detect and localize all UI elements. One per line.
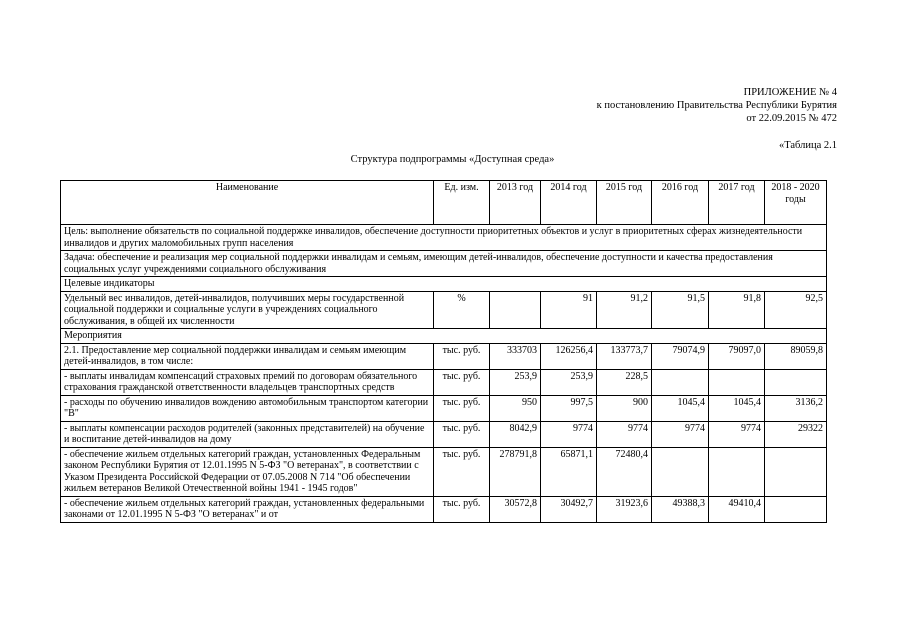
row-2016: 1045,4 bbox=[652, 395, 709, 421]
row-2016: 91,5 bbox=[652, 291, 709, 329]
table-row bbox=[61, 291, 827, 329]
row-2016: 9774 bbox=[652, 421, 709, 447]
row-unit: тыс. руб. bbox=[434, 343, 490, 369]
header-2015: 2015 год bbox=[597, 181, 652, 225]
row-2018-2020 bbox=[765, 496, 827, 522]
row-unit: тыс. руб. bbox=[434, 447, 490, 496]
row-2017 bbox=[709, 447, 765, 496]
header-2017: 2017 год bbox=[709, 181, 765, 225]
subprogram-table bbox=[60, 180, 827, 523]
row-2014: 30492,7 bbox=[541, 496, 597, 522]
goal-row bbox=[61, 225, 827, 251]
table-header-row bbox=[61, 181, 827, 225]
row-2018-2020: 29322 bbox=[765, 421, 827, 447]
row-2018-2020 bbox=[765, 369, 827, 395]
row-2017: 49410,4 bbox=[709, 496, 765, 522]
row-unit: тыс. руб. bbox=[434, 395, 490, 421]
table-reference: «Таблица 2.1 bbox=[778, 140, 837, 151]
row-name: 2.1. Предоставление мер социальной поддержки инвалидам и семьям имеющим детей-инвалидов, в том числе: bbox=[61, 343, 434, 369]
row-2013: 333703 bbox=[490, 343, 541, 369]
row-2018-2020 bbox=[765, 447, 827, 496]
row-name: - выплаты компенсации расходов родителей (законных представителей) на обучение и воспитание детей-инвалидов на дому bbox=[61, 421, 434, 447]
row-unit: тыс. руб. bbox=[434, 369, 490, 395]
header-name: Наименование bbox=[61, 181, 434, 225]
header-2013: 2013 год bbox=[490, 181, 541, 225]
header-unit: Ед. изм. bbox=[434, 181, 490, 225]
header-2016: 2016 год bbox=[652, 181, 709, 225]
row-2014: 253,9 bbox=[541, 369, 597, 395]
row-unit: тыс. руб. bbox=[434, 496, 490, 522]
resolution-date: от 22.09.2015 № 472 bbox=[746, 113, 837, 124]
indicators-heading: Целевые индикаторы bbox=[61, 277, 827, 292]
table-row bbox=[61, 421, 827, 447]
row-2014: 65871,1 bbox=[541, 447, 597, 496]
row-2016 bbox=[652, 447, 709, 496]
measures-row bbox=[61, 329, 827, 344]
row-2013: 278791,8 bbox=[490, 447, 541, 496]
row-name: - расходы по обучению инвалидов вождению автомобильным транспортом категории "В" bbox=[61, 395, 434, 421]
row-2015: 31923,6 bbox=[597, 496, 652, 522]
row-name: - обеспечение жильем отдельных категорий граждан, установленных федеральными законами от 12.01.1995 N 5-ФЗ "О ветеранах" и от bbox=[61, 496, 434, 522]
row-2014: 9774 bbox=[541, 421, 597, 447]
row-2017: 1045,4 bbox=[709, 395, 765, 421]
row-2015: 133773,7 bbox=[597, 343, 652, 369]
table-row bbox=[61, 369, 827, 395]
row-name: Удельный вес инвалидов, детей-инвалидов, получивших меры государственной социальной поддержки и социальные услуги в учреждениях социального обслуживания, в общей их численности bbox=[61, 291, 434, 329]
row-2014: 997,5 bbox=[541, 395, 597, 421]
row-2013: 950 bbox=[490, 395, 541, 421]
row-2014: 126256,4 bbox=[541, 343, 597, 369]
row-name: - обеспечение жильем отдельных категорий граждан, установленных Федеральным законом Республики Бурятия от 12.01.1995 N 5-ФЗ "О ветеранах", в соответствии с Указом Президента Российской Федерации от 07.05.2008 N 714 "Об обеспечении жильем ветеранов Великой Отечественной войны 1941 - 1945 годов" bbox=[61, 447, 434, 496]
row-2017: 91,8 bbox=[709, 291, 765, 329]
row-2018-2020: 89059,8 bbox=[765, 343, 827, 369]
row-2014: 91 bbox=[541, 291, 597, 329]
row-name: - выплаты инвалидам компенсаций страховых премий по договорам обязательного страхования гражданской ответственности владельцев транспортных средств bbox=[61, 369, 434, 395]
measures-heading: Мероприятия bbox=[61, 329, 827, 344]
resolution-line: к постановлению Правительства Республики Бурятия bbox=[596, 100, 837, 111]
task-text: Задача: обеспечение и реализация мер социальной поддержки инвалидам и семьям, имеющим детей-инвалидов, обеспечение доступности и качества предоставления социальных услуг учреждениями социального обслуживания bbox=[61, 251, 827, 277]
row-2013 bbox=[490, 291, 541, 329]
row-2018-2020: 92,5 bbox=[765, 291, 827, 329]
table-row bbox=[61, 343, 827, 369]
goal-text: Цель: выполнение обязательств по социальной поддержке инвалидов, обеспечение доступности приоритетных объектов и услуг в приоритетных сферах жизнедеятельности инвалидов и других маломобильных групп населения bbox=[61, 225, 827, 251]
row-2015: 9774 bbox=[597, 421, 652, 447]
row-2013: 30572,8 bbox=[490, 496, 541, 522]
row-unit: % bbox=[434, 291, 490, 329]
row-unit: тыс. руб. bbox=[434, 421, 490, 447]
row-2013: 8042,9 bbox=[490, 421, 541, 447]
row-2017 bbox=[709, 369, 765, 395]
row-2016: 79074,9 bbox=[652, 343, 709, 369]
annex-label: ПРИЛОЖЕНИЕ № 4 bbox=[743, 87, 837, 98]
row-2016: 49388,3 bbox=[652, 496, 709, 522]
row-2015: 228,5 bbox=[597, 369, 652, 395]
row-2017: 79097,0 bbox=[709, 343, 765, 369]
row-2015: 900 bbox=[597, 395, 652, 421]
task-row bbox=[61, 251, 827, 277]
indicators-row bbox=[61, 277, 827, 292]
row-2015: 72480,4 bbox=[597, 447, 652, 496]
row-2017: 9774 bbox=[709, 421, 765, 447]
table-row bbox=[61, 496, 827, 522]
header-2018-2020: 2018 - 2020 годы bbox=[765, 181, 827, 225]
header-2014: 2014 год bbox=[541, 181, 597, 225]
row-2016 bbox=[652, 369, 709, 395]
table-row bbox=[61, 395, 827, 421]
page-title: Структура подпрограммы «Доступная среда» bbox=[350, 154, 555, 165]
row-2013: 253,9 bbox=[490, 369, 541, 395]
row-2015: 91,2 bbox=[597, 291, 652, 329]
row-2018-2020: 3136,2 bbox=[765, 395, 827, 421]
table-row bbox=[61, 447, 827, 496]
